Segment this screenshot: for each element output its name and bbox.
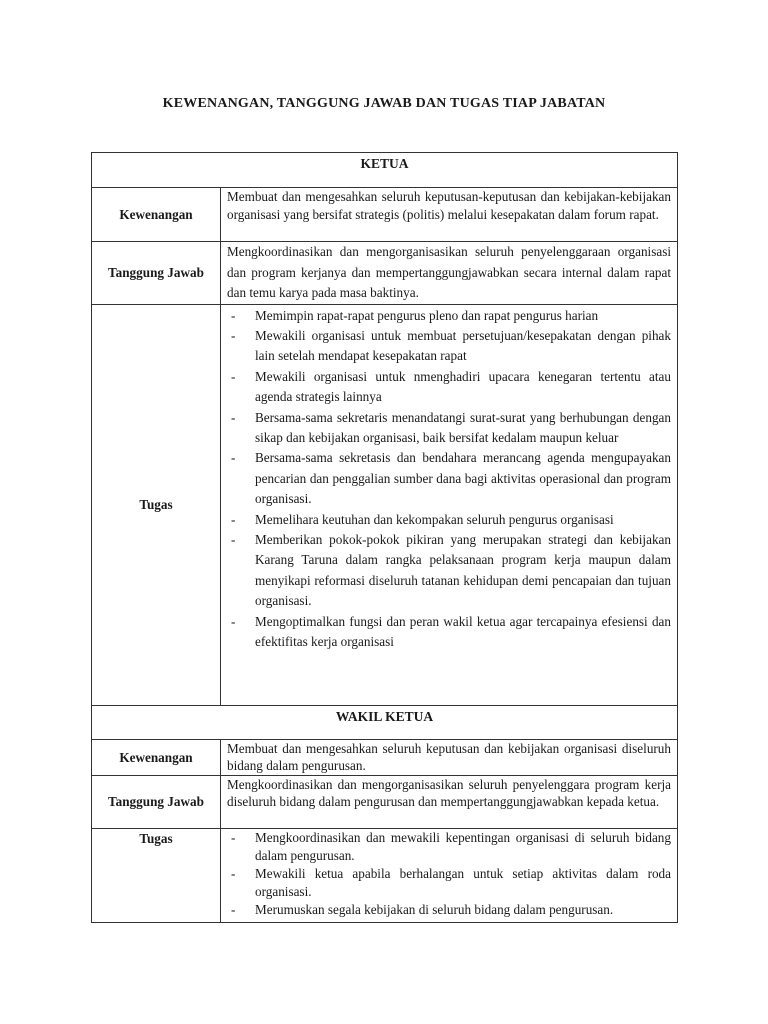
- list-item: - Memimpin rapat-rapat pengurus pleno dan rapat pengurus harian: [227, 306, 671, 326]
- list-item: - Bersama-sama sekretaris menandatangi surat-surat yang berhubungan dengan sikap dan kebijakan organisasi, baik bersifat kedalam maupun keluar: [227, 408, 671, 449]
- list-item: - Mengkoordinasikan dan mewakili kepentingan organisasi di seluruh bidang dalam pengurusan.: [227, 829, 671, 865]
- tanggung-jawab-text: Mengkoordinasikan dan mengorganisasikan seluruh penyelenggaraan organisasi dan program kerjanya dan mempertanggungjawabkan secara internal dalam rapat dan temu karya pada masa baktinya.: [221, 242, 678, 305]
- table-row: [92, 242, 678, 305]
- list-item: - Merumuskan segala kebijakan di seluruh bidang dalam pengurusan.: [227, 901, 671, 919]
- row-label: Tanggung Jawab: [92, 775, 221, 828]
- table-row: [92, 304, 678, 705]
- row-label: Tanggung Jawab: [92, 242, 221, 305]
- table-row: [92, 188, 678, 242]
- list-item: - Mewakili organisasi untuk membuat persetujuan/kesepakatan dengan pihak lain setelah mendapat kesepakatan rapat: [227, 326, 671, 367]
- list-item: - Memberikan pokok-pokok pikiran yang merupakan strategi dan kebijakan Karang Taruna dalam rangka pelaksanaan program kerja maupun dalam menyikapi reformasi diseluruh tatanan kehidupan demi pencapaian dan tujuan organisasi.: [227, 530, 671, 612]
- document-title: KEWENANGAN, TANGGUNG JAWAB DAN TUGAS TIAP JABATAN: [162, 96, 606, 111]
- tugas-list: [227, 306, 671, 653]
- tanggung-jawab-text: Mengkoordinasikan dan mengorganisasikan seluruh penyelenggara program kerja diseluruh bidang dalam pengurusan dan mempertanggungjawabkan kepada ketua.: [221, 775, 678, 828]
- section-heading-row: [92, 153, 678, 188]
- table-row: [92, 739, 678, 775]
- section-heading-ketua: KETUA: [92, 153, 678, 188]
- table-row: [92, 828, 678, 922]
- table-row: [92, 775, 678, 828]
- list-item: - Memelihara keutuhan dan kekompakan seluruh pengurus organisasi: [227, 510, 671, 530]
- section-heading-wakil-ketua: WAKIL KETUA: [92, 705, 678, 739]
- row-label: Kewenangan: [92, 739, 221, 775]
- tugas-cell: [221, 828, 678, 922]
- tugas-list: [227, 829, 671, 919]
- list-item: - Bersama-sama sekretasis dan bendahara merancang agenda mengupayakan pencarian dan penggalian sumber dana bagi aktivitas operasional dan program organisasi.: [227, 448, 671, 509]
- list-item: - Mengoptimalkan fungsi dan peran wakil ketua agar tercapainya efesiensi dan efektifitas kerja organisasi: [227, 612, 671, 653]
- jabatan-table: [91, 152, 678, 923]
- kewenangan-text: Membuat dan mengesahkan seluruh keputusan-keputusan dan kebijakan-kebijakan organisasi yang bersifat strategis (politis) melalui kesepakatan dalam forum rapat.: [221, 188, 678, 242]
- tugas-cell: [221, 304, 678, 705]
- row-label: Tugas: [92, 828, 221, 922]
- row-label: Tugas: [92, 304, 221, 705]
- row-label: Kewenangan: [92, 188, 221, 242]
- list-item: - Mewakili organisasi untuk nmenghadiri upacara kenegaran tertentu atau agenda strategis lainnya: [227, 367, 671, 408]
- list-item: - Mewakili ketua apabila berhalangan untuk setiap aktivitas dalam roda organisasi.: [227, 865, 671, 901]
- section-heading-row: [92, 705, 678, 739]
- kewenangan-text: Membuat dan mengesahkan seluruh keputusan dan kebijakan organisasi diseluruh bidang dalam pengurusan.: [221, 739, 678, 775]
